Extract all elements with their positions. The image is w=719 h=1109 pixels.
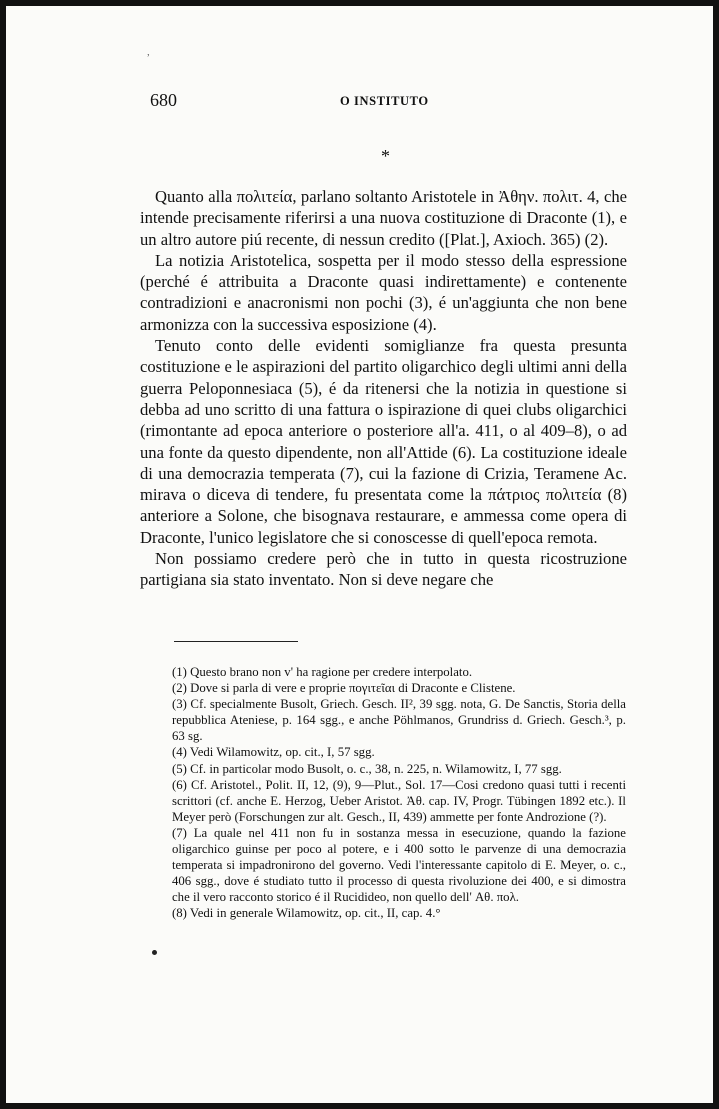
paragraph: Non possiamo credere però che in tutto in questa ricostruzione partigiana sia stato inventato. Non si deve negare che <box>140 549 627 590</box>
section-marker: * <box>381 146 390 166</box>
main-text <box>140 186 627 591</box>
paragraph: Tenuto conto delle evidenti somiglianze fra questa presunta costituzione e le aspirazioni del partito oligarchico degli ultimi anni della guerra Peloponnesiaca (5), é da ritenersi che la notizia in questione si debba ad uno scritto di una fattura o ispirazione di quei clubs oligarchici (rimontante ad epoca anteriore o posteriore all'a. 411, o al 409–8), o ad una fonte da questo dipendente, non all'Attide (6). La costituzione ideale di una democrazia temperata (7), cui la fazione di Crizia, Teramene Ac. mirava o diceva di tendere, fu presentata come la πάτριος πολιτεία (8) anteriore a Solone, che bisognava restaurare, e ammessa come opera di Draconte, l'unico legislatore che si conoscesse di quell'epoca remota. <box>140 336 627 547</box>
footnote: (1) Questo brano non v' ha ragione per credere interpolato. <box>172 665 473 679</box>
page-number: 680 <box>150 90 177 110</box>
ink-speck <box>152 950 157 955</box>
footnote: (5) Cf. in particolar modo Busolt, o. c., 38, n. 225, n. Wilamowitz, I, 77 sgg. <box>172 761 562 776</box>
footnote: (8) Vedi in generale Wilamowitz, op. cit., II, cap. 4.° <box>172 906 441 921</box>
footnote-rule <box>174 641 298 642</box>
footnote: (2) Dove si parla di vere e proprie πογιτεῖαι di Draconte e Clistene. <box>172 681 516 696</box>
page-header <box>150 90 570 114</box>
footnote: (7) La quale nel 411 non fu in sostanza messa in esecuzione, quando la fazione oligarchico guinse per poco al potere, e i 400 sotto le parvenze di una democrazia temperata si impadronirono del governo. Vedi l'interessante capitolo di E. Meyer, o. c., 406 sgg., dove é studiato tutto il processo di questa rivoluzione dei 400, e si dimostra che il vero racconto storico é il Rucidideo, non quello dell' Αθ. πολ. <box>172 825 626 905</box>
paragraph: Quanto alla πολιτεία, parlano soltanto Aristotele in Ἀθην. πολιτ. 4, che intende precisamente riferirsi a una nuova costituzione di Draconte (1), e un altro autore piú recente, di nessun credito ([Plat.], Axioch. 365) (2). <box>140 187 627 249</box>
footnotes <box>172 664 626 922</box>
footnote: (3) Cf. specialmente Busolt, Griech. Gesch. II², 39 sgg. nota, G. De Sanctis, Storia della repubblica Ateniese, p. 164 sgg., e anche Pöhlmanos, Grundriss d. Griech. Gesch.³, p. 63 sg. <box>172 697 626 744</box>
running-head: O INSTITUTO <box>340 94 429 108</box>
footnote: (6) Cf. Aristotel., Polit. II, 12, (9), 9—Plut., Sol. 17—Cosi credono quasi tutti i recenti scrittori (cf. anche E. Herzog, Ueber Aristot. Ἀθ. cap. IV, Progr. Tübingen 1892 etc.). Il Meyer però (Forschungen zur alt. Gesch., II, 439) ammette per fonte Androzione (?). <box>172 777 626 824</box>
footnote: (4) Vedi Wilamowitz, op. cit., I, 57 sgg. <box>172 745 375 760</box>
paragraph: La notizia Aristotelica, sospetta per il modo stesso della espressione (perché é attribuita a Draconte quasi indirettamente) e contenente contradizioni e anacronismi non pochi (3), é un'aggiunta che non bene armonizza con la successiva esposizione (4). <box>140 250 627 334</box>
scan-mark: , <box>147 46 150 58</box>
